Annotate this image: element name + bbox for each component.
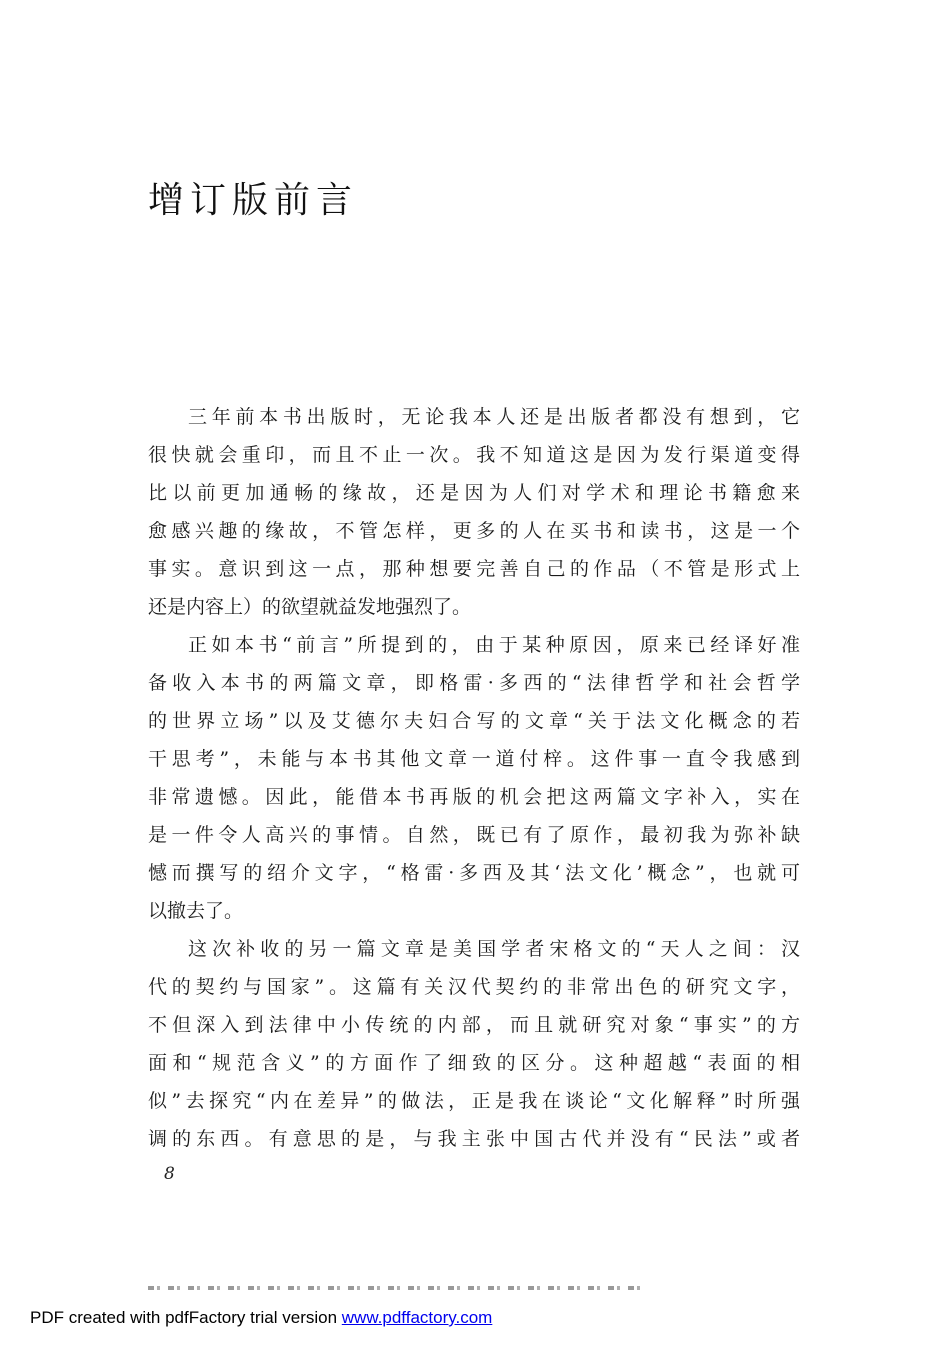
text-line: 备收入本书的两篇文章，即格雷·多西的“法律哲学和社会哲学 <box>148 672 800 694</box>
text-line: 还是内容上）的欲望就益发地强烈了。 <box>148 596 472 618</box>
text-line: 正如本书“前言”所提到的，由于某种原因，原来已经译好准 <box>188 634 800 656</box>
text-line: 似”去探究“内在差异”的做法，正是我在谈论“文化解释”时所强 <box>148 1090 800 1112</box>
text-line: 的世界立场”以及艾德尔夫妇合写的文章“关于法文化概念的若 <box>148 710 800 732</box>
scan-artifact <box>148 1286 646 1290</box>
text-line: 代的契约与国家”。这篇有关汉代契约的非常出色的研究文字， <box>148 976 800 998</box>
footer-text: PDF created with pdfFactory trial version <box>30 1308 342 1327</box>
text-line: 事实。意识到这一点，那种想要完善自己的作品（不管是形式上 <box>148 558 800 580</box>
text-line: 是一件令人高兴的事情。自然，既已有了原作，最初我为弥补缺 <box>148 824 800 846</box>
text-line: 很快就会重印，而且不止一次。我不知道这是因为发行渠道变得 <box>148 444 800 466</box>
body-text <box>148 398 800 1158</box>
text-line: 调的东西。有意思的是，与我主张中国古代并没有“民法”或者 <box>148 1128 800 1150</box>
page-title: 增订版前言 <box>148 180 359 221</box>
text-line: 干思考”，未能与本书其他文章一道付梓。这件事一直令我感到 <box>148 748 800 770</box>
pdf-footer <box>30 1308 492 1328</box>
text-line: 愈感兴趣的缘故，不管怎样，更多的人在买书和读书，这是一个 <box>148 520 800 542</box>
text-line: 以撤去了。 <box>148 900 244 922</box>
text-line: 面和“规范含义”的方面作了细致的区分。这种超越“表面的相 <box>148 1052 800 1074</box>
text-line: 不但深入到法律中小传统的内部，而且就研究对象“事实”的方 <box>148 1014 800 1036</box>
text-line: 三年前本书出版时，无论我本人还是出版者都没有想到，它 <box>188 406 800 428</box>
text-line: 非常遗憾。因此，能借本书再版的机会把这两篇文字补入，实在 <box>148 786 800 808</box>
pdffactory-link[interactable]: www.pdffactory.com <box>341 1308 493 1327</box>
page-number: 8 <box>164 1164 175 1184</box>
text-line: 憾而撰写的绍介文字，“格雷·多西及其‘法文化’概念”，也就可 <box>148 862 800 884</box>
text-line: 这次补收的另一篇文章是美国学者宋格文的“天人之间：汉 <box>188 938 800 960</box>
text-line: 比以前更加通畅的缘故，还是因为人们对学术和理论书籍愈来 <box>148 482 800 504</box>
